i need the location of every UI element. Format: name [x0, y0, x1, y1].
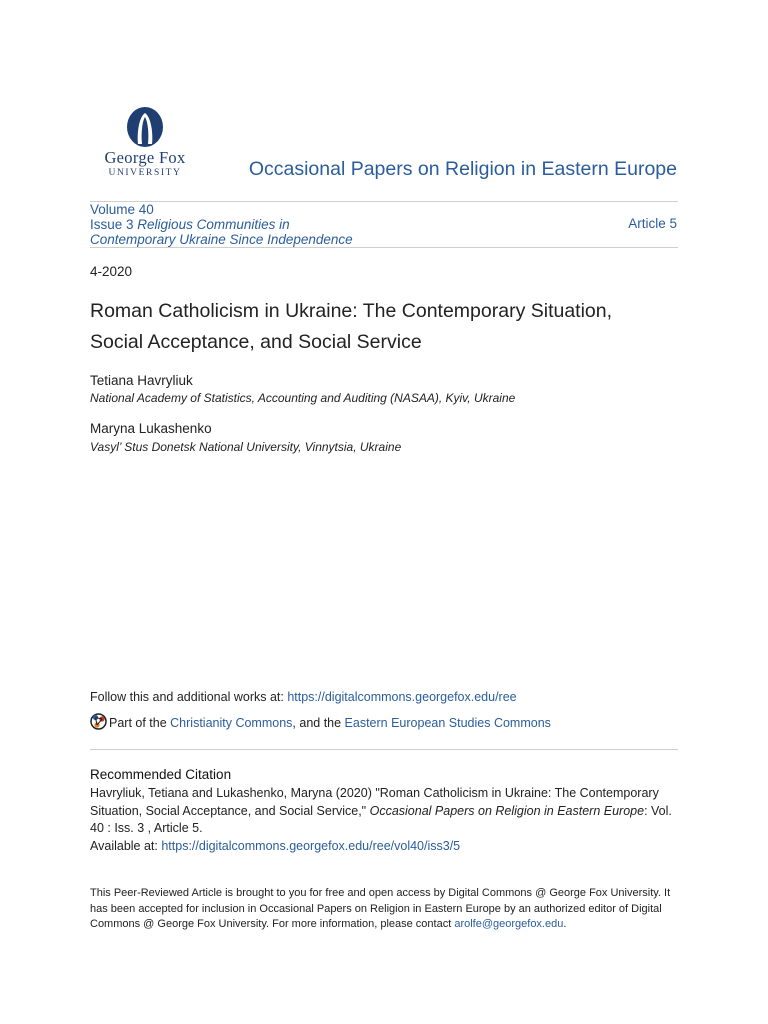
author-affiliation: National Academy of Statistics, Accounting and Auditing (NASAA), Kyiv, Ukraine [90, 391, 516, 405]
access-notice-end: . [563, 918, 567, 930]
eastern-european-studies-commons-link[interactable]: Eastern European Studies Commons [344, 716, 551, 730]
contact-email-link[interactable]: arolfe@georgefox.edu [454, 918, 564, 930]
citation-text-end: : Vol. 40 : Iss. 3 , Article 5. [90, 803, 672, 835]
article-url-link[interactable]: https://digitalcommons.georgefox.edu/ree/vol40/iss3/5 [161, 838, 461, 853]
author-name: Tetiana Havryliuk [90, 373, 193, 388]
paper-title-line2: Social Acceptance, and Social Service [90, 331, 422, 353]
issue-label: Issue 3 [90, 217, 134, 232]
paper-title [90, 296, 680, 358]
citation-text-start: Havryliuk, Tetiana and Lukashenko, Maryna (2020) "Roman Catholicism in Ukraine: The Contemporary Situation, Social Acceptance, and Social Service," [90, 786, 659, 818]
issue-link[interactable] [90, 217, 353, 232]
article-number-link[interactable]: Article 5 [628, 216, 677, 231]
george-fox-logo [90, 106, 200, 180]
issue-title-line1: Religious Communities in [137, 217, 290, 232]
issue-info [90, 202, 353, 247]
available-at-label: Available at: [90, 838, 162, 853]
christianity-commons-link[interactable]: Christianity Commons [170, 716, 293, 730]
paper-title-line1: Roman Catholicism in Ukraine: The Contemporary Situation, [90, 300, 613, 322]
author-name: Maryna Lukashenko [90, 421, 212, 436]
access-notice [90, 886, 680, 933]
recommended-citation-text [90, 785, 678, 855]
follow-line [90, 690, 517, 704]
university-crest-icon [90, 106, 200, 148]
follow-link[interactable]: https://digitalcommons.georgefox.edu/ree [287, 690, 517, 704]
part-of-line [90, 713, 551, 730]
part-of-middle: , and the [292, 716, 345, 730]
recommended-citation-heading: Recommended Citation [90, 767, 232, 782]
citation-journal: Occasional Papers on Religion in Eastern Europe [369, 803, 645, 818]
logo-subtitle: UNIVERSITY [108, 168, 182, 178]
publication-date: 4-2020 [90, 264, 133, 279]
access-notice-text: This Peer-Reviewed Article is brought to you for free and open access by Digital Commons @ George Fox University. It has been accepted for inclusion in Occasional Papers on Religion in Eastern Europe by an authorized editor of Digital Commons @ George Fox University. For more information, please contact [90, 887, 671, 930]
author-affiliation: Vasyl’ Stus Donetsk National University, Vinnytsia, Ukraine [90, 440, 402, 454]
divider [90, 247, 678, 248]
follow-text: Follow this and additional works at: [90, 690, 288, 704]
divider [90, 749, 678, 750]
issue-title-line2[interactable]: Contemporary Ukraine Since Independence [90, 232, 353, 247]
commons-network-icon [90, 713, 107, 730]
journal-title-link[interactable]: Occasional Papers on Religion in Eastern Europe [248, 158, 677, 180]
logo-wordmark: George Fox [104, 148, 186, 167]
volume-link[interactable]: Volume 40 [90, 202, 154, 217]
part-of-prefix: Part of the [109, 716, 171, 730]
